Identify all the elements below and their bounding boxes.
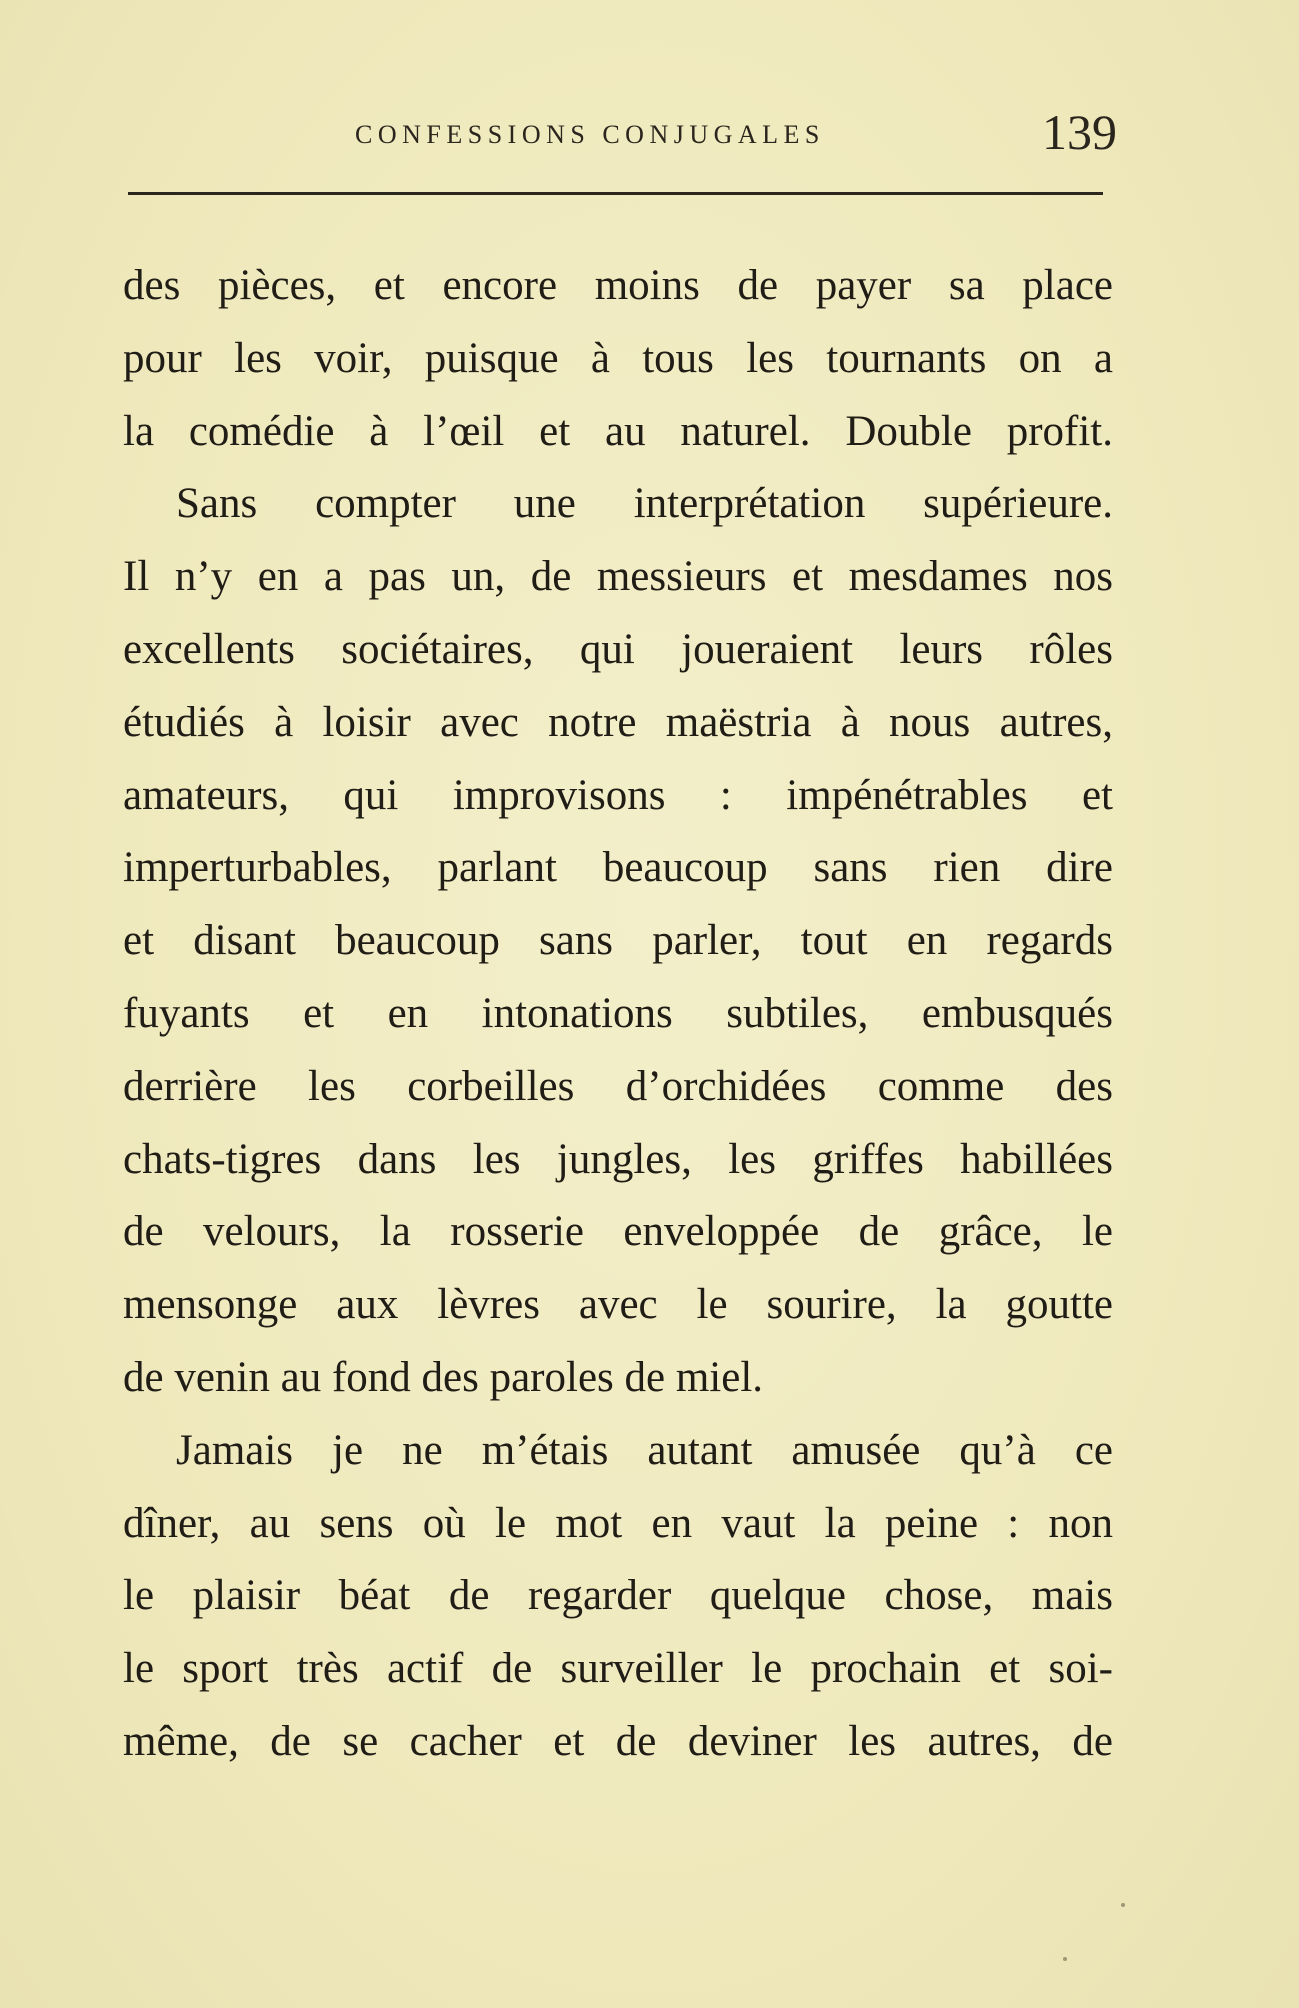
running-head-title: CONFESSIONS CONJUGALES [355,120,825,149]
text-line: même, de se cacher et de deviner les autres, de [123,1717,1113,1765]
paragraph-first-line: Sans compter une interprétation supérieure. [176,480,1113,528]
paper-speck [1121,1903,1125,1907]
text-line: des pièces, et encore moins de payer sa place [123,262,1113,309]
text-line: mensonge aux lèvres avec le sourire, la goutte [123,1281,1113,1329]
page-number: 139 [1042,104,1117,160]
header-rule [128,192,1103,195]
text-line: excellents sociétaires, qui joueraient leurs rôles [123,625,1113,673]
text-line: étudiés à loisir avec notre maëstria à nous autres, [123,698,1113,746]
text-line: la comédie à l’œil et au naturel. Double profit. [123,407,1113,455]
body-text [123,250,1113,1779]
text-line: chats-tigres dans les jungles, les griffes habillées [123,1135,1113,1183]
text-line: amateurs, qui improvisons : impénétrables et [123,771,1113,819]
text-line: le sport très actif de surveiller le prochain et soi- [123,1645,1113,1693]
text-line: Il n’y en a pas un, de messieurs et mesdames nos [123,553,1113,601]
text-line: fuyants et en intonations subtiles, embusqués [123,989,1113,1037]
text-line: le plaisir béat de regarder quelque chose, mais [123,1572,1113,1620]
text-line: de velours, la rosserie enveloppée de grâce, le [123,1208,1113,1256]
text-line: et disant beaucoup sans parler, tout en regards [123,917,1113,965]
paragraph-first-line: Jamais je ne m’étais autant amusée qu’à ce [176,1426,1113,1474]
text-line: imperturbables, parlant beaucoup sans rien dire [123,844,1113,892]
text-line: pour les voir, puisque à tous les tournants on a [123,334,1113,382]
paragraph-last-line: de venin au fond des paroles de miel. [123,1353,764,1401]
text-line: derrière les corbeilles d’orchidées comme des [123,1062,1113,1110]
paper-speck [1063,1957,1067,1961]
text-line: dîner, au sens où le mot en vaut la peine : non [123,1499,1113,1547]
